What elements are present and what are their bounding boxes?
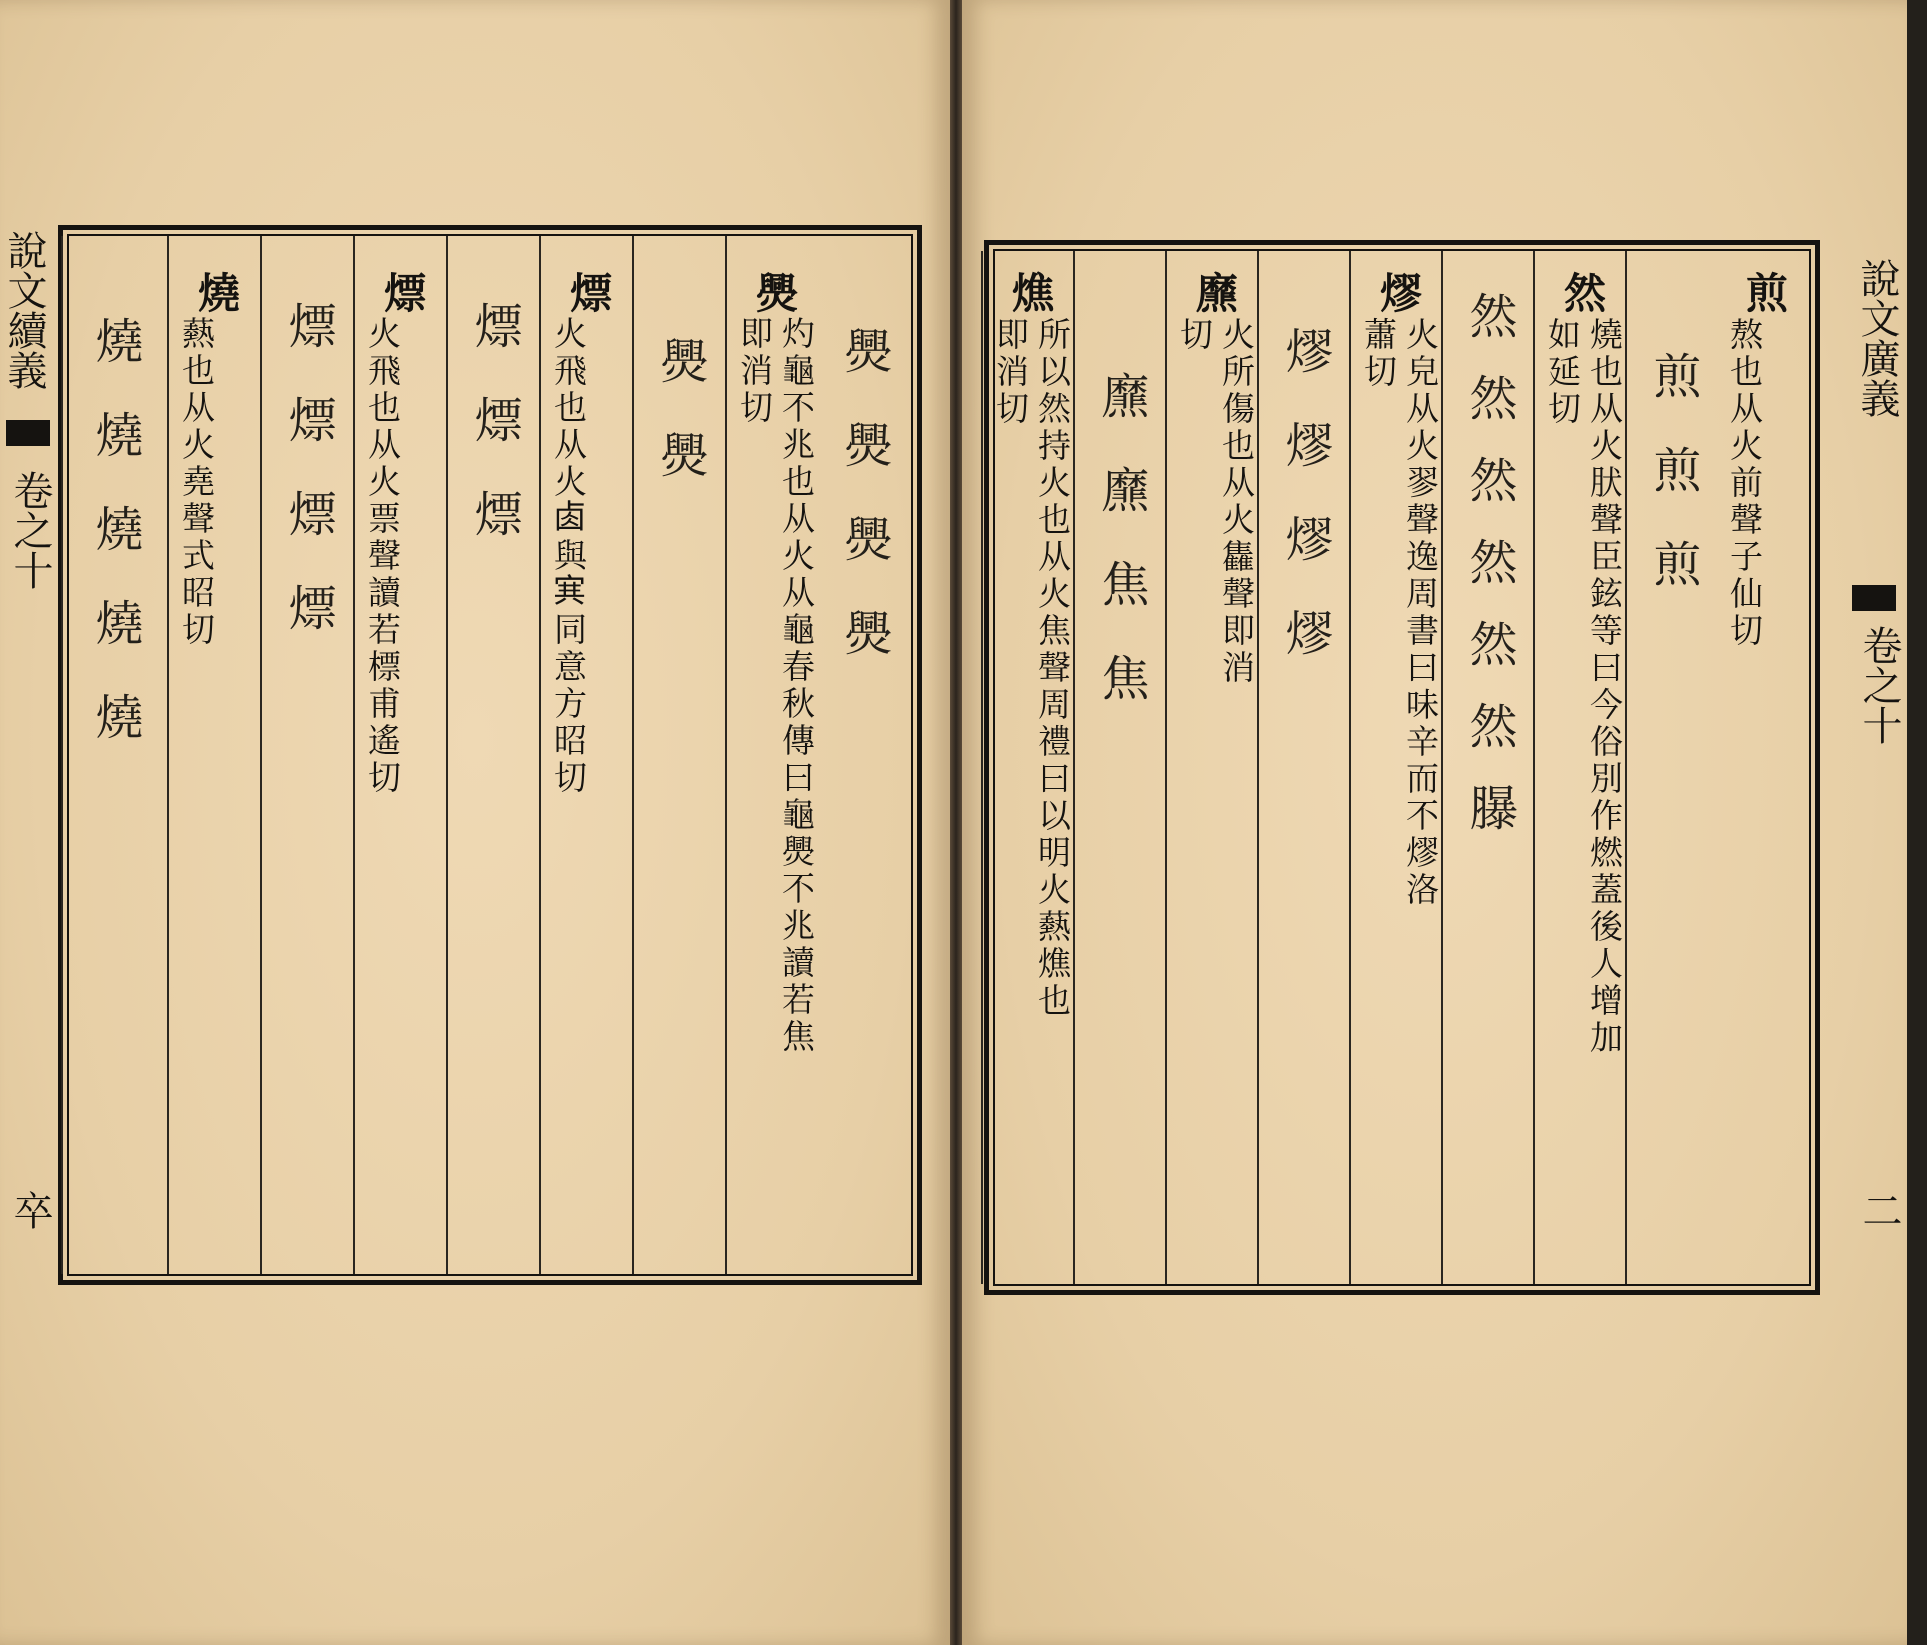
entry-heading: 煎: [1740, 271, 1789, 313]
seal-script: 熛熛熛熛: [280, 301, 336, 677]
seal-script: 然然然然然然𦢊: [1461, 291, 1517, 865]
seal-script: 熮熮熮熮: [1277, 326, 1333, 702]
entry-gloss: 熬也从火前聲子仙切: [1725, 317, 1764, 650]
entry-gloss: 燒也从火肰聲臣鉉等曰今俗別作燃蓋後人增加如延切: [1543, 317, 1624, 1057]
right-inner-frame: [993, 249, 1811, 1286]
entry-heading: 燒: [192, 271, 241, 313]
seal-script: 爢爢焦焦: [1093, 371, 1149, 747]
entry-heading: 然: [1558, 271, 1607, 313]
left-text-frame: [58, 225, 922, 1285]
entry-gloss: 所以然持火也从火焦聲周禮曰以明火爇燋也即消切: [991, 317, 1072, 1020]
seal-column: [1257, 251, 1349, 1284]
seal-script: 燒燒燒燒燒: [87, 316, 143, 786]
seal-column: [1441, 251, 1533, 1284]
entry-column: [539, 236, 632, 1274]
entry-column: [1349, 251, 1441, 1284]
entry-heading: 熮: [1374, 271, 1423, 313]
entry-gloss: 火飛也从火𠧪與𡨄同意方昭切: [549, 316, 588, 797]
entry-gloss: 火皃从火翏聲逸周書曰味辛而不熮洛蕭切: [1359, 317, 1440, 909]
entry-column: [981, 251, 1073, 1284]
entry-column: [725, 236, 818, 1274]
entry-gloss: 灼龜不兆也从火从龜春秋傳曰龜爂不兆讀若焦即消切: [735, 316, 816, 1056]
entry-heading: 熛: [564, 271, 613, 313]
left-page: [0, 0, 950, 1645]
left-inner-frame: [67, 234, 913, 1276]
seal-script: 爂爂: [652, 336, 708, 524]
margin-volume: 卷之十: [1856, 625, 1902, 745]
margin-volume: 卷之十: [7, 470, 53, 590]
seal-script: 熛熛熛: [466, 301, 522, 583]
entry-gloss: 火飛也从火票聲讀若標甫遙切: [363, 316, 402, 797]
right-text-frame: [984, 240, 1820, 1295]
fish-tail-mark: [6, 420, 50, 446]
entry-heading: 爂: [750, 271, 799, 313]
entry-gloss: 火所傷也从火雥聲即消切: [1175, 317, 1256, 687]
seal-column: [260, 236, 353, 1274]
entry-heading: 熛: [378, 271, 427, 313]
seal-column: [61, 236, 167, 1274]
seal-column: [1073, 251, 1165, 1284]
seal-column: [446, 236, 539, 1274]
entry-heading: 爢: [1190, 271, 1239, 313]
entry-column: [353, 236, 446, 1274]
margin-title: 說文廣義: [1854, 258, 1900, 418]
seal-script: 爂爂爂爂: [836, 326, 892, 702]
entry-column: [1165, 251, 1257, 1284]
entry-column: [167, 236, 260, 1274]
margin-title: 說文續義: [1, 230, 47, 390]
book-gutter: [950, 0, 962, 1645]
seal-column: [632, 236, 725, 1274]
seal-script: 煎煎煎: [1645, 351, 1701, 633]
right-page: [962, 0, 1907, 1645]
page-number: 卒: [7, 1190, 53, 1230]
entry-gloss: 爇也从火堯聲式昭切: [177, 316, 216, 649]
entry-column: [1533, 251, 1625, 1284]
seal-column: [1625, 251, 1717, 1284]
page-number: 二: [1856, 1190, 1902, 1230]
entry-column: [1717, 251, 1809, 1284]
seal-column: [818, 236, 911, 1274]
fish-tail-mark: [1852, 585, 1896, 611]
entry-heading: 燋: [1006, 271, 1055, 313]
